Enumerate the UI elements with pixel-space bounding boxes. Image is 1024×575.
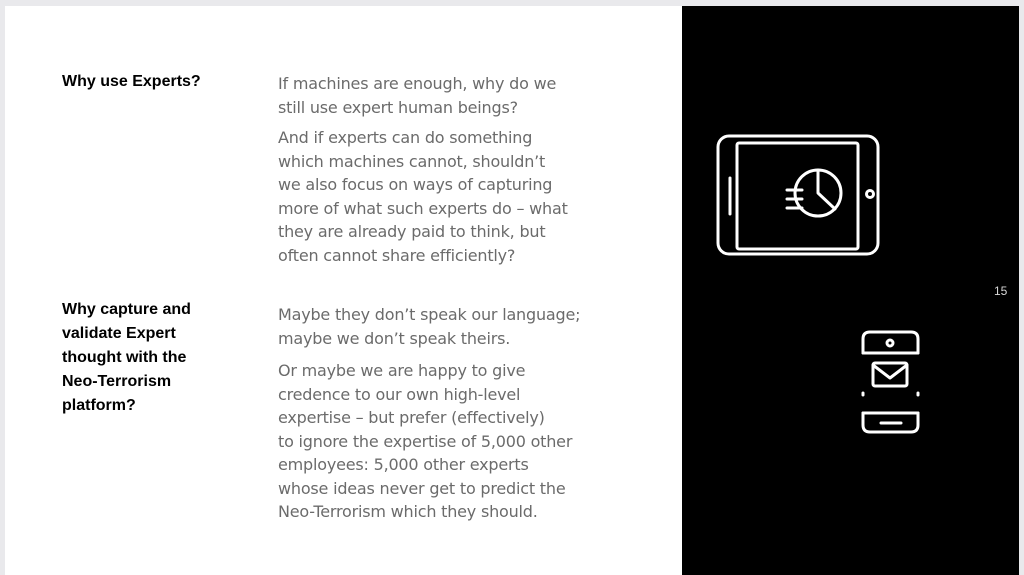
phone-mail-icon: [861, 329, 923, 434]
page-number: 15: [994, 284, 1008, 298]
section-2-paragraph-2: Or maybe we are happy to give credence to our own high-level expertise – but prefer (effectively) to ignore the expertise of 5,000 other employees: 5,000 other experts whose ideas never get to predict the Neo-Terrorism which they should.: [278, 361, 573, 521]
section-2-heading: Why capture and validate Expert thought with the Neo-Terrorism platform?: [62, 301, 191, 414]
section-1-heading: Why use Experts?: [62, 73, 201, 90]
section-1-paragraph-2: And if experts can do something which machines cannot, shouldn’t we also focus on ways of capturing more of what such experts do – what they are already paid to think, but often cannot share efficiently?: [278, 128, 568, 265]
dark-image-panel: [682, 6, 1019, 575]
section-1-paragraph-1: If machines are enough, why do we still use expert human beings?: [278, 74, 557, 117]
slide: [5, 6, 1019, 575]
tablet-chart-icon: [716, 132, 882, 258]
section-2-paragraph-1: Maybe they don’t speak our language; maybe we don’t speak theirs.: [278, 305, 581, 348]
